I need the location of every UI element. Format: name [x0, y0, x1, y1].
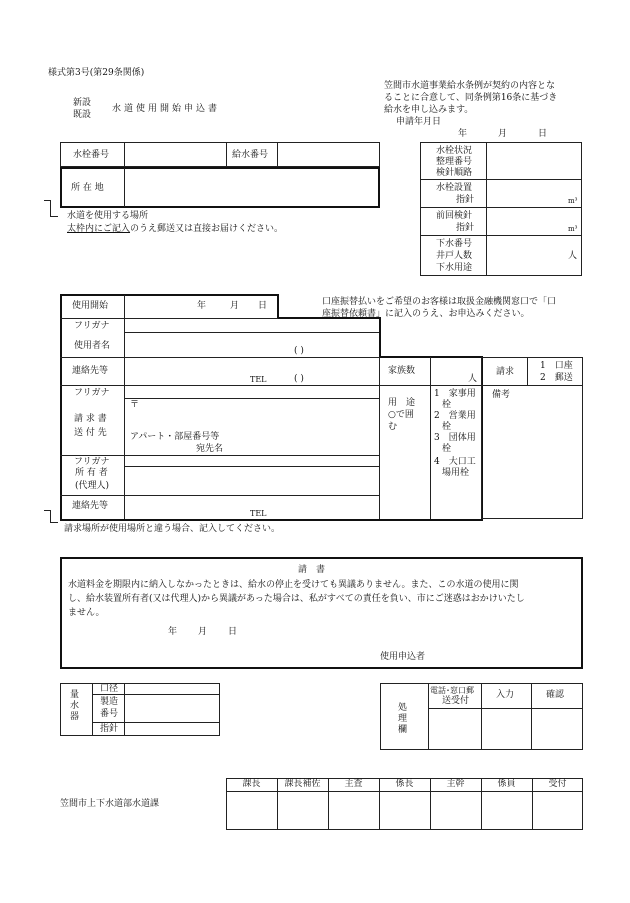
- use-label-3: む: [388, 422, 398, 432]
- existing-label: 既設: [73, 110, 92, 120]
- address-label: 所 在 地: [71, 183, 104, 193]
- confirm-label: 確認: [546, 690, 565, 700]
- use-label-1: 用 途: [388, 398, 416, 408]
- address-field[interactable]: [126, 169, 378, 206]
- usage-start-month: 月: [230, 301, 240, 311]
- pledge-body-3: ません。: [68, 608, 105, 618]
- sewer-label-1: 下水番号: [436, 239, 473, 249]
- use-option-2[interactable]: 2 営業用: [434, 411, 476, 421]
- meter-caliber-field[interactable]: [125, 684, 219, 693]
- sewer-label-3: 下水用途: [436, 263, 473, 273]
- install-label-2: 指針: [456, 195, 475, 205]
- agreement-line-1: 笠間市水道事業給水条例が契約の内容とな: [384, 81, 556, 91]
- meter-reading-field[interactable]: [125, 723, 219, 735]
- person-unit: 人: [568, 251, 578, 261]
- role-senior-staff: 主査: [344, 779, 363, 789]
- owner-contact-label: 連絡先等: [72, 501, 109, 511]
- owner-tel: TEL: [250, 509, 267, 518]
- pledge-day: 日: [228, 627, 238, 637]
- pledge-body-1: 水道料金を期限内に納入しなかったときは、給水の停止を受けても異議ありません。また、この水道の使用に関: [68, 580, 519, 590]
- billing-option-1[interactable]: 1 口座: [540, 361, 573, 371]
- use-option-1-b: 栓: [442, 400, 452, 410]
- contact-label: 連絡先等: [72, 366, 109, 376]
- user-name-parens: ( ): [294, 346, 304, 356]
- use-option-4[interactable]: 4 大口工: [434, 457, 476, 467]
- family-label: 家族数: [388, 366, 416, 376]
- user-furigana-field[interactable]: [125, 319, 378, 331]
- location-note-1: 水道を使用する場所: [67, 211, 149, 221]
- meter-plug-label: 水栓番号: [73, 150, 110, 160]
- status-label-2: 整理番号: [436, 157, 473, 167]
- date-month: 月: [498, 129, 508, 139]
- meter-number-field[interactable]: [125, 695, 219, 721]
- meter-side-label: 量水器: [70, 690, 80, 722]
- pledge-body-2: し、給水装置所有者(又は代理人)から異議があった場合は、私がすべての責任を負い、市にご迷惑はおかけいたし: [68, 594, 525, 604]
- postal-mark: 〒: [130, 400, 140, 410]
- install-label-1: 水栓設置: [436, 183, 473, 193]
- reception-label-1: 電話･窓口郵: [430, 686, 474, 695]
- owner-label-1: 所 有 者: [75, 468, 108, 478]
- use-option-3-b: 栓: [442, 444, 452, 454]
- user-name-label: 使用者名: [74, 341, 111, 351]
- contact-tel: TEL: [250, 375, 267, 384]
- supply-number-field[interactable]: [278, 143, 378, 166]
- supply-number-label: 給水番号: [232, 150, 269, 160]
- agreement-line-2: ることに合意して、同条例第16条に基づき: [384, 93, 558, 103]
- family-unit: 人: [468, 374, 478, 384]
- transfer-note-2: 座振替依頼書」に記入のうえ、お申込みください。: [322, 309, 530, 319]
- new-label: 新設: [73, 98, 92, 108]
- family-count-field[interactable]: [431, 358, 479, 384]
- application-date-label: 申請年月日: [396, 117, 442, 127]
- install-unit: m³: [568, 197, 578, 205]
- date-day: 日: [538, 129, 548, 139]
- remarks-label: 備考: [492, 390, 511, 400]
- prev-reading-label-2: 指針: [456, 223, 475, 233]
- role-subsection-chief: 係長: [395, 779, 414, 789]
- usage-start-label: 使用開始: [72, 301, 109, 311]
- role-staff: 係員: [497, 779, 516, 789]
- usage-start-day: 日: [258, 301, 268, 311]
- page-title: 水道使用開始申込書: [112, 104, 221, 114]
- sewer-label-2: 井戸人数: [436, 251, 473, 261]
- location-note-2: 太枠内にご記入のうえ郵送又は直接お届けください。: [67, 224, 284, 234]
- user-name-field[interactable]: [125, 333, 378, 356]
- pledge-month: 月: [198, 627, 208, 637]
- billing-note: 請求場所が使用場所と違う場合、記入してください。: [64, 524, 281, 534]
- role-reception: 受付: [548, 779, 567, 789]
- applicant-label: 使用申込者: [380, 652, 426, 662]
- role-section-chief: 課長: [242, 779, 261, 789]
- use-option-1[interactable]: 1 家事用: [434, 389, 476, 399]
- input-label: 入力: [496, 690, 515, 700]
- processing-side-label: 処理欄: [398, 703, 408, 735]
- role-deputy-chief: 課長補佐: [284, 779, 321, 789]
- agreement-line-3: 給水を申し込みます。: [384, 105, 474, 115]
- form-number: 様式第3号(第29条関係): [48, 68, 145, 78]
- billing-addr-label-1: 請 求 書: [74, 414, 107, 424]
- meter-plug-field[interactable]: [125, 143, 225, 166]
- prev-reading-label-1: 前回検針: [436, 211, 473, 221]
- addressee-label: 宛先名: [196, 444, 224, 454]
- billing-option-2[interactable]: 2 郵送: [540, 373, 573, 383]
- meter-number-label: 番号: [100, 709, 119, 719]
- owner-name-field[interactable]: [125, 467, 378, 494]
- status-label-1: 水栓状況: [436, 146, 473, 156]
- transfer-note-1: 口座振替払いをご希望のお客様は取扱金融機関窓口で「口: [322, 297, 557, 307]
- role-chief-officer: 主幹: [446, 779, 465, 789]
- contact-tel-parens: ( ): [294, 374, 304, 384]
- date-year: 年: [458, 129, 468, 139]
- reception-label-2: 送受付: [442, 696, 470, 706]
- owner-furigana-label: フリガナ: [74, 457, 110, 467]
- meter-reading-label: 指針: [100, 724, 119, 734]
- billing-furigana-label: フリガナ: [74, 388, 110, 398]
- status-label-3: 検針順路: [436, 168, 473, 178]
- use-option-3[interactable]: 3 団体用: [434, 433, 476, 443]
- use-label-2: ○で囲: [388, 410, 414, 420]
- user-furigana-label: フリガナ: [74, 321, 110, 331]
- prev-reading-unit: m³: [568, 225, 578, 233]
- billing-address-field[interactable]: [125, 399, 378, 454]
- meter-manufacture-label: 製造: [100, 697, 119, 707]
- billing-label: 請求: [496, 367, 515, 377]
- owner-label-2: (代理人): [75, 481, 110, 491]
- usage-start-year: 年: [197, 301, 207, 311]
- pledge-year: 年: [168, 627, 178, 637]
- applicant-signature-field[interactable]: [430, 648, 578, 664]
- billing-furigana-field[interactable]: [125, 386, 378, 397]
- use-option-4-b: 場用栓: [442, 468, 470, 478]
- billing-addr-label-2: 送 付 先: [74, 428, 107, 438]
- apartment-label: アパート・部屋番号等: [130, 432, 220, 442]
- remarks-field[interactable]: [482, 398, 582, 518]
- owner-furigana-field[interactable]: [125, 456, 378, 465]
- department-name: 笠間市上下水道部水道課: [60, 799, 160, 809]
- meter-caliber-label: 口径: [100, 684, 119, 694]
- use-option-2-b: 栓: [442, 422, 452, 432]
- pledge-title: 請 書: [298, 565, 326, 575]
